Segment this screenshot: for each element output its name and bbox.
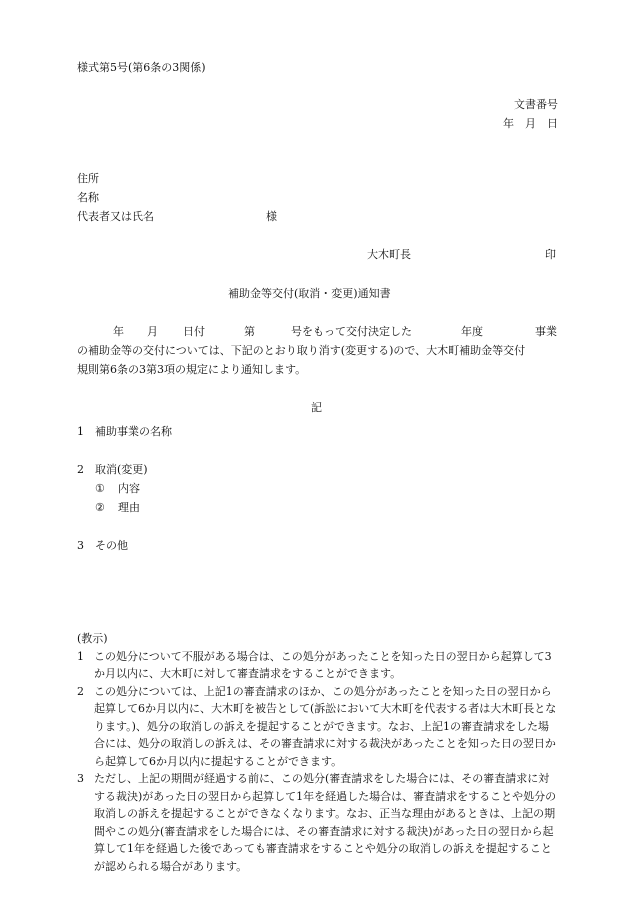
notice-item-number: 2	[77, 684, 84, 698]
body-month-label: 月	[147, 325, 158, 338]
body-fiscal-year-label: 年度	[461, 325, 483, 338]
notice-heading: (教示)	[77, 632, 108, 645]
sub-item-1-mark: ①	[95, 482, 105, 495]
body-year-label: 年	[113, 325, 124, 338]
date-line: 年 月 日	[503, 117, 558, 130]
representative-label: 代表者又は氏名	[77, 210, 154, 223]
ki-heading: 記	[311, 401, 322, 414]
item-2-number: 2	[77, 463, 84, 476]
notice-item	[77, 683, 559, 771]
body-number-prefix: 第	[244, 325, 255, 338]
honorific: 様	[266, 210, 277, 223]
document-title: 補助金等交付(取消・変更)通知書	[228, 287, 391, 300]
item-1-number: 1	[77, 425, 84, 438]
address-label: 住所	[77, 172, 99, 185]
item-3-label: その他	[95, 539, 128, 552]
notice-item	[77, 648, 559, 683]
body-line-2: の補助金等の交付については、下記のとおり取り消す(変更する)ので、大木町補助金等交付	[77, 344, 526, 357]
sub-item-2-mark: ②	[95, 501, 105, 514]
item-3-number: 3	[77, 539, 84, 552]
notice-item-number: 3	[77, 772, 84, 785]
form-label: 様式第5号(第6条の3関係)	[77, 61, 206, 74]
seal-mark: 印	[545, 248, 556, 261]
body-decision-text: 号をもって交付決定した	[291, 325, 412, 338]
notice-item	[77, 770, 559, 875]
notice-item-text: ただし、上記の期間が経過する前に、この処分(審査請求をした場合には、その審査請求に対する裁決)があった日の翌日から起算して1年を経過した場合は、審査請求をすることや処分の取消しの訴えを提起することができなくなります。なお、正当な理由があるときは、上記の期間やこの処分(審査請求をした場合には、その審査請求に対する裁決)があった日の翌日から起算して1年を経過した後であっても審査請求をすることや処分の取消しの訴えを提起することが認められる場合があります。	[94, 772, 557, 873]
body-line-3: 規則第6条の3第3項の規定により通知します。	[77, 363, 307, 376]
item-2-label: 取消(変更)	[95, 463, 148, 476]
body-date-label: 日付	[183, 325, 205, 338]
body-project-label: 事業	[535, 325, 557, 338]
issuer-title: 大木町長	[367, 248, 411, 261]
notice-item-text: この処分について不服がある場合は、この処分があったことを知った日の翌日から起算して3か月以内に、大木町に対して審査請求をすることができます。	[94, 649, 552, 680]
notice-section	[77, 630, 559, 875]
sub-item-2-label: 理由	[118, 501, 140, 514]
name-label: 名称	[77, 191, 99, 204]
document-number: 文書番号	[514, 98, 558, 111]
notice-item-number: 1	[77, 649, 84, 663]
item-1-label: 補助事業の名称	[95, 425, 172, 438]
notice-item-text: この処分については、上記1の審査請求のほか、この処分があったことを知った日の翌日から起算して6か月以内に、大木町を被告として(訴訟において大木町を代表する者は大木町長となります。)、処分の取消しの訴えを提起することができます。なお、上記1の審査請求をした場合には、処分の取消しの訴えは、その審査請求に対する裁決があったことを知った日の翌日から起算して6か月以内に提起することができます。	[94, 684, 557, 768]
sub-item-1-label: 内容	[118, 482, 140, 495]
